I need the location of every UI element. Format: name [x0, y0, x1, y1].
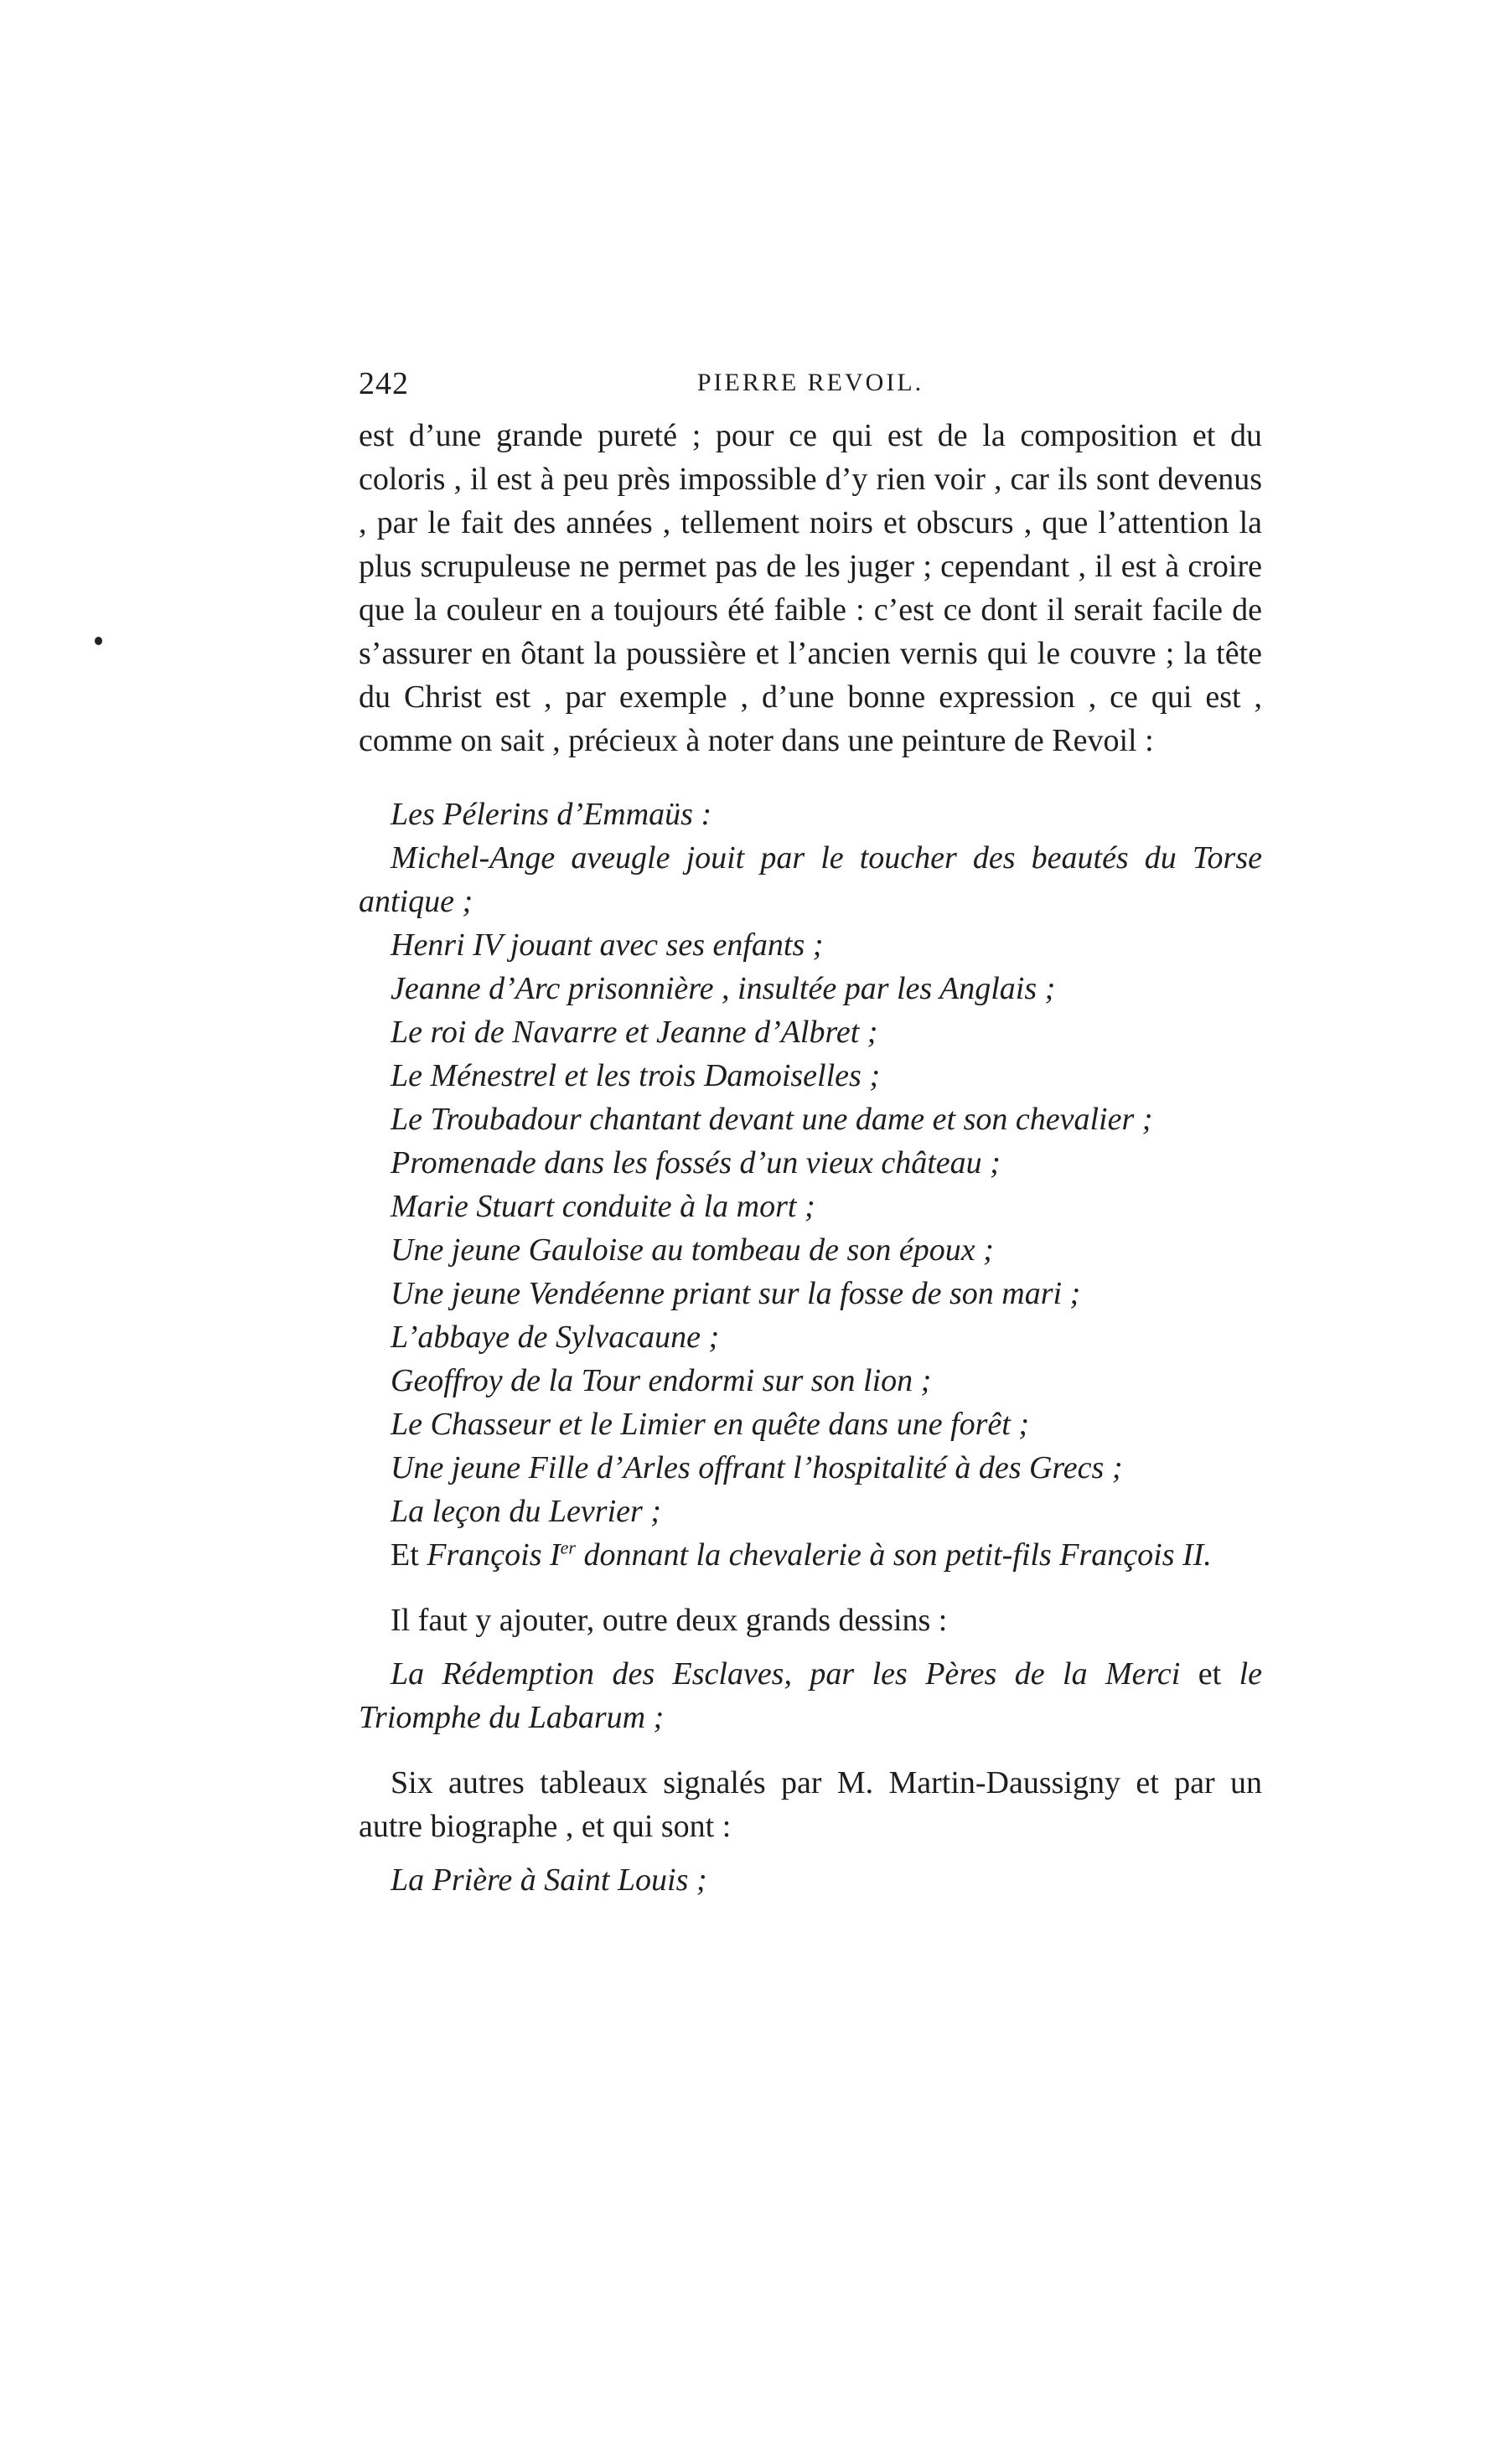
running-title: PIERRE REVOIL.	[696, 369, 924, 396]
work-item: La leçon du Levrier ;	[391, 1494, 661, 1529]
drawings-list	[359, 1652, 1262, 1739]
ordinal-superscript: er	[560, 1537, 576, 1558]
work-item-last	[359, 1533, 1262, 1577]
drawings-intro: Il faut y ajouter, outre deux grands dessins :	[391, 1603, 948, 1638]
drawing-connector: et	[1180, 1656, 1239, 1692]
work-prefix: Et	[391, 1537, 419, 1573]
drawing-second: le Triomphe du Labarum ;	[359, 1656, 1262, 1735]
work-item: Le Troubadour chantant devant une dame et son chevalier ;	[391, 1102, 1153, 1137]
work-item: L’abbaye de Sylvacaune ;	[391, 1320, 720, 1355]
work-item: Jeanne d’Arc prisonnière , insultée par les Anglais ;	[391, 971, 1056, 1006]
work-item: Henri IV jouant avec ses enfants ;	[391, 927, 824, 963]
work-title-start: François I	[427, 1537, 561, 1573]
page-header	[359, 365, 1262, 407]
work-item: Promenade dans les fossés d’un vieux château ;	[391, 1145, 1001, 1180]
work-item: Une jeune Fille d’Arles offrant l’hospitalité à des Grecs ;	[391, 1450, 1123, 1485]
other-painting-item: La Prière à Saint Louis ;	[391, 1862, 707, 1898]
work-item: Marie Stuart conduite à la mort ;	[391, 1189, 815, 1224]
other-paintings-intro: Six autres tableaux signalés par M. Martin-Daussigny et par un autre biographe , et qui sont :	[359, 1765, 1262, 1844]
work-item: Geoffroy de la Tour endormi sur son lion ;	[391, 1363, 932, 1398]
work-item: Le Ménestrel et les trois Damoiselles ;	[391, 1058, 880, 1093]
work-item: Michel-Ange aveugle jouit par le toucher des beautés du Torse antique ;	[359, 840, 1262, 919]
work-item: Le roi de Navarre et Jeanne d’Albret ;	[391, 1015, 878, 1050]
work-item: Une jeune Vendéenne priant sur la fosse de son mari ;	[391, 1276, 1081, 1311]
ink-spot	[95, 637, 102, 645]
drawing-item	[359, 1652, 1262, 1739]
other-paintings-list	[359, 1858, 1262, 1902]
works-list	[359, 793, 1262, 1577]
page-number: 242	[359, 366, 409, 401]
work-item: Les Pélerins d’Emmaüs :	[391, 797, 712, 832]
work-item: Le Chasseur et le Limier en quête dans une forêt ;	[391, 1407, 1030, 1442]
drawing-first: La Rédemption des Esclaves, par les Pères de la Merci	[391, 1656, 1181, 1692]
work-title-end: donnant la chevalerie à son petit-fils François II.	[575, 1537, 1212, 1573]
intro-paragraph: est d’une grande pureté ; pour ce qui est de la composition et du coloris , il est à peu près impossible d’y rien voir , car ils sont devenus , par le fait des années , tellement noirs et obscurs , que l’attention la plus scrupuleuse ne permet pas de les juger ; cependant , il est à croire que la couleur en a toujours été faible : c’est ce dont il serait facile de s’assurer en ôtant la poussière et l’ancien vernis qui le couvre ; la tête du Christ est , par exemple , d’une bonne expression , ce qui est , comme on sait , précieux à noter dans une peinture de Revoil :	[359, 418, 1262, 758]
body-text	[359, 414, 1262, 1902]
work-item: Une jeune Gauloise au tombeau de son époux ;	[391, 1232, 994, 1268]
